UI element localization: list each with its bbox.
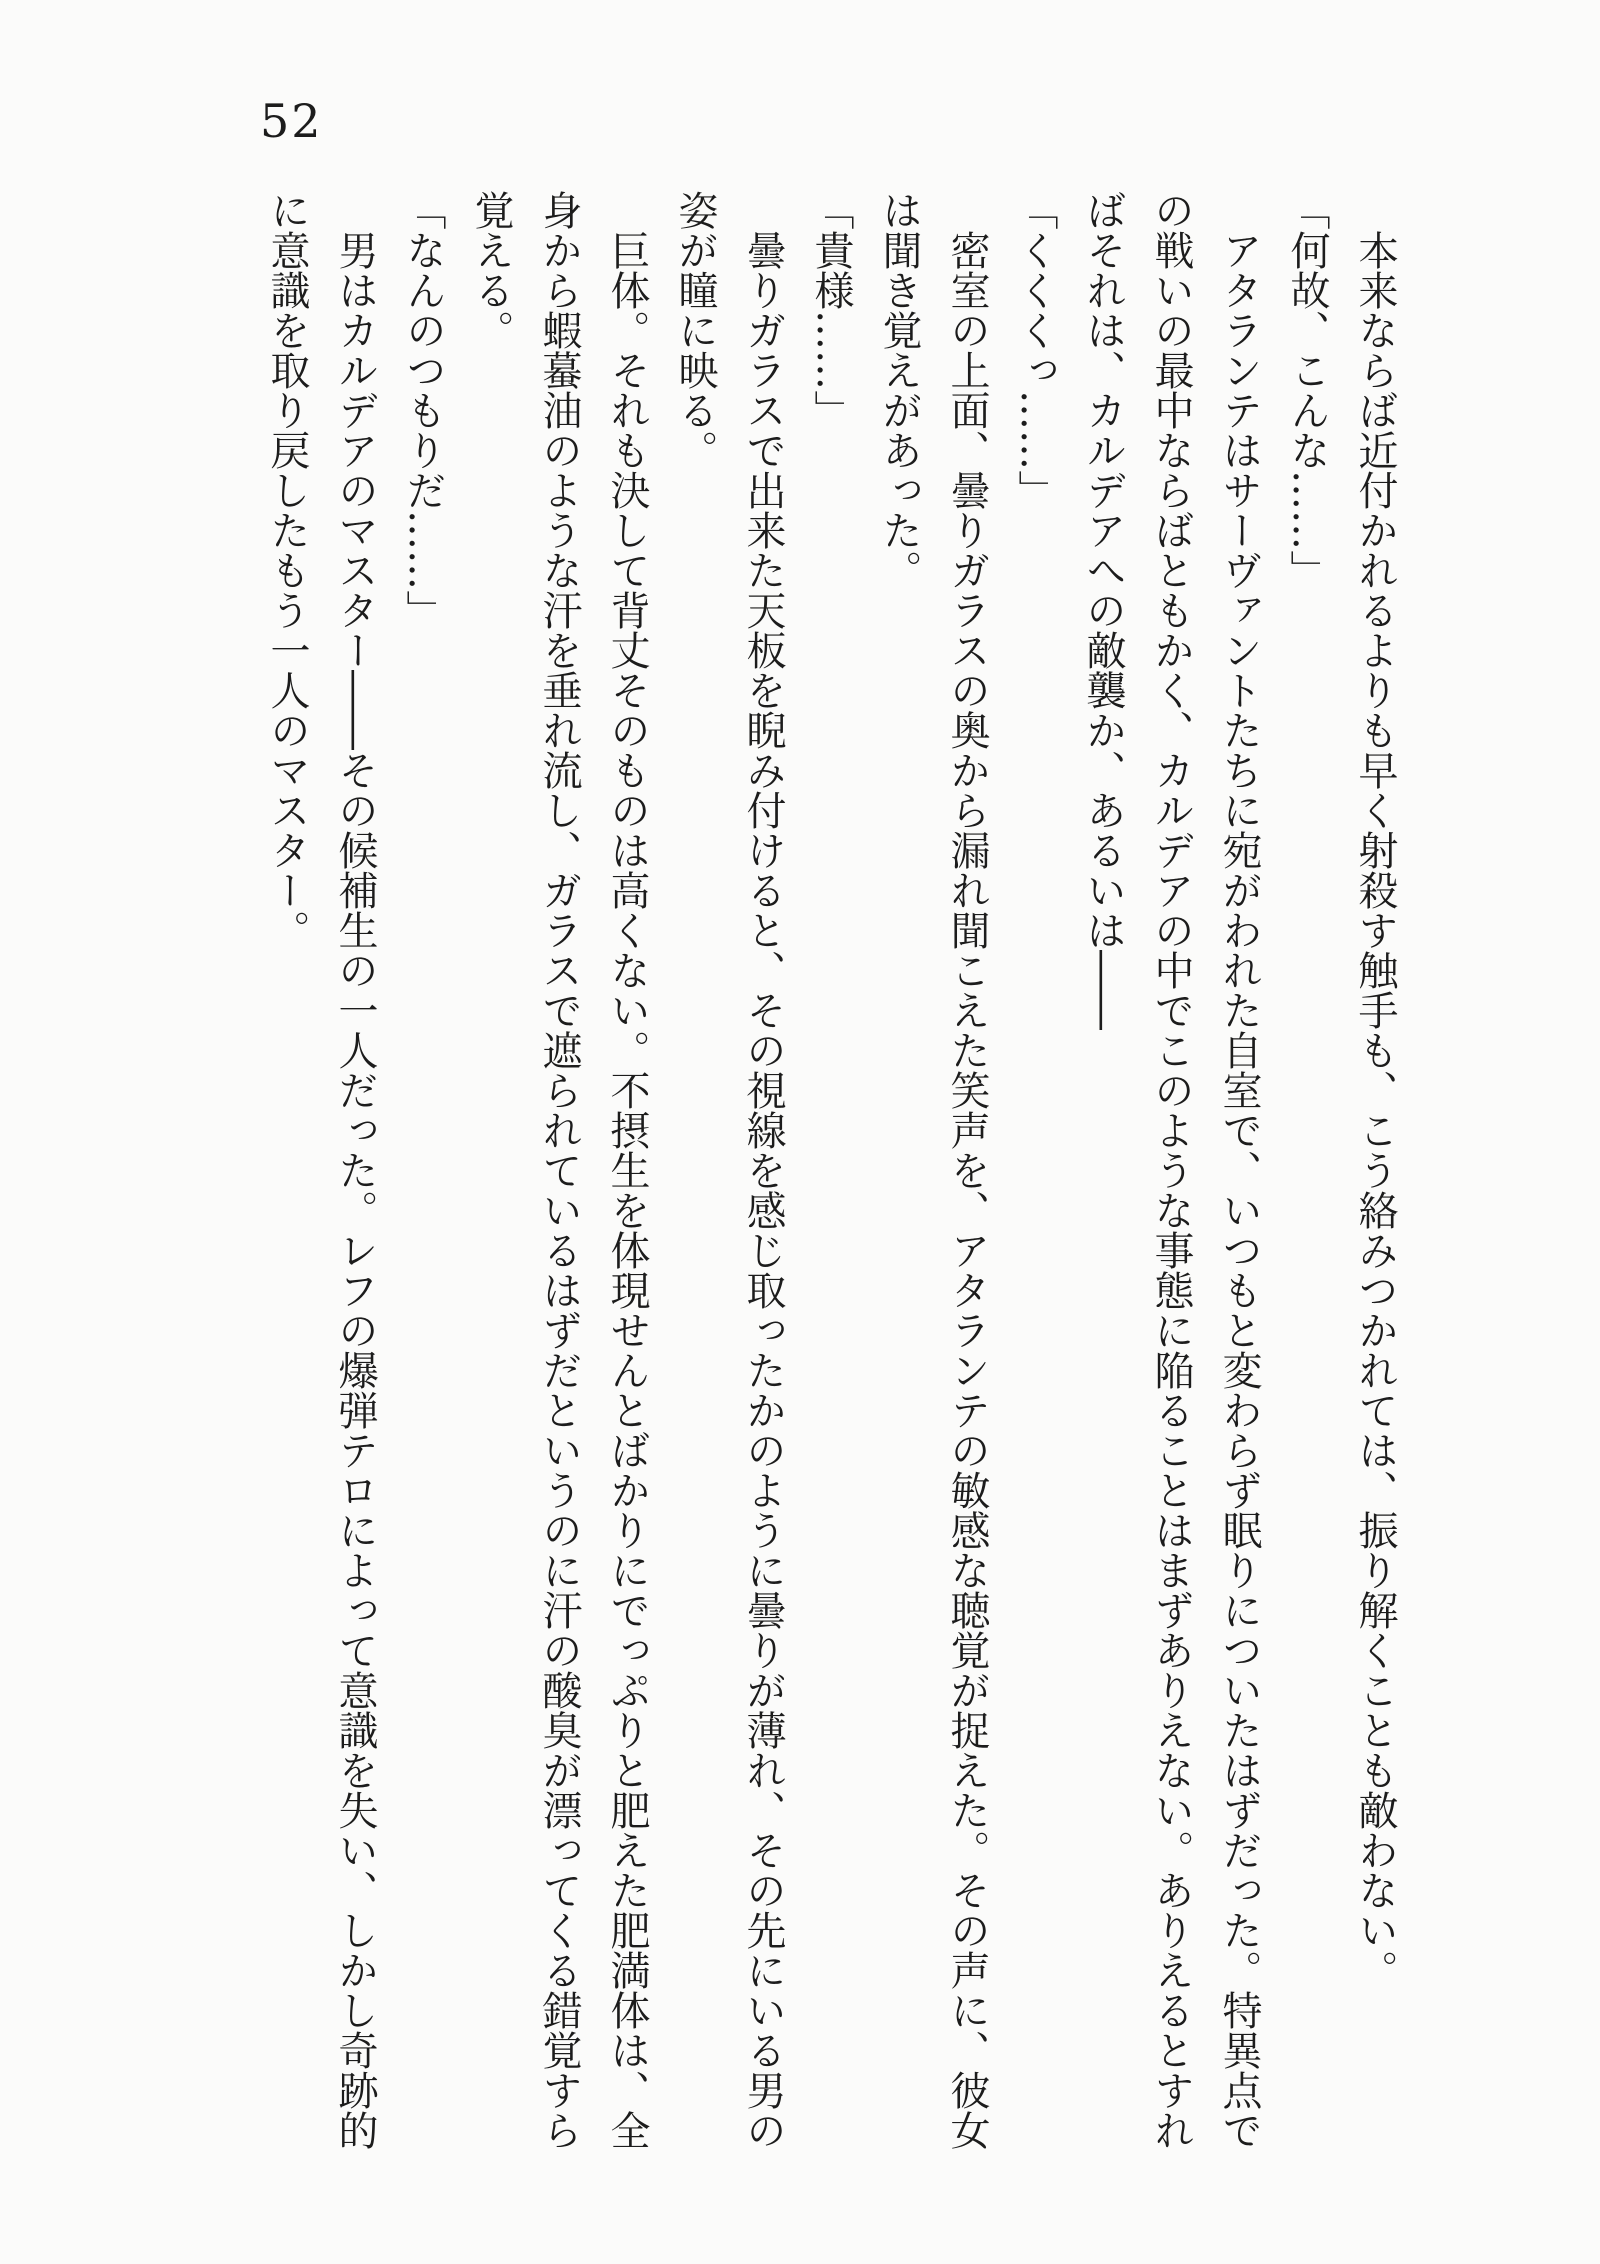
text-line: に意識を取り戻したもう一人のマスター。	[264, 190, 310, 950]
text-line: 「貴様……」	[808, 190, 854, 430]
text-line: 本来ならば近付かれるよりも早く射殺す触手も、こう絡みつかれては、振り解くことも敵わない。	[1352, 230, 1398, 1990]
text-line: の戦いの最中ならばともかく、カルデアの中でこのような事態に陥ることはまずありえない。ありえるとすれ	[1148, 190, 1194, 2150]
text-line: 曇りガラスで出来た天板を睨み付けると、その視線を感じ取ったかのように曇りが薄れ、その先にいる男の	[740, 230, 786, 2150]
text-line: 男はカルデアのマスター――その候補生の一人だった。レフの爆弾テロによって意識を失い、しかし奇跡的	[332, 230, 378, 2150]
text-line: 密室の上面、曇りガラスの奥から漏れ聞こえた笑声を、アタランテの敏感な聴覚が捉えた。その声に、彼女	[944, 230, 990, 2150]
text-line: は聞き覚えがあった。	[876, 190, 922, 590]
text-line: 「くくくっ……」	[1012, 190, 1058, 510]
text-line: 覚える。	[468, 190, 514, 350]
text-line: アタランテはサーヴァントたちに宛がわれた自室で、いつもと変わらず眠りについたはずだった。特異点で	[1216, 230, 1262, 2150]
text-columns	[253, 190, 1409, 2180]
text-line: 姿が瞳に映る。	[672, 190, 718, 470]
page-number: 52	[260, 94, 323, 148]
text-line: 巨体。それも決して背丈そのものは高くない。不摂生を体現せんとばかりにでっぷりと肥えた肥満体は、全	[604, 230, 650, 2150]
text-line: ばそれは、カルデアへの敵襲か、あるいは――	[1080, 190, 1126, 1030]
text-line: 身から蝦蟇油のような汗を垂れ流し、ガラスで遮られているはずだというのに汗の酸臭が漂ってくる錯覚すら	[536, 190, 582, 2150]
text-line: 「何故、こんな……」	[1284, 190, 1330, 590]
text-line: 「なんのつもりだ……」	[400, 190, 446, 630]
